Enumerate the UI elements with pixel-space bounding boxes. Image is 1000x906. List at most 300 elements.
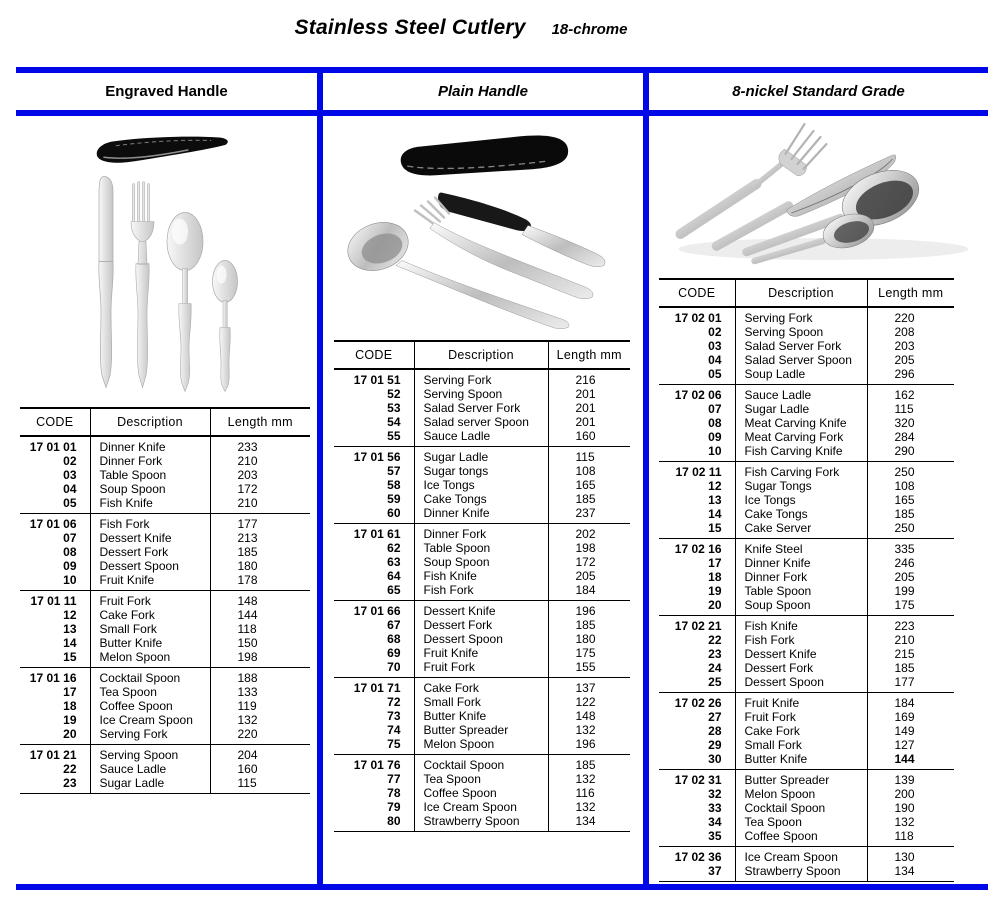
table-row [20,776,310,793]
description-cell: Soup Ladle [735,367,867,384]
description-cell: Strawberry Spoon [414,814,548,831]
description-cell: Serving Spoon [414,387,548,401]
code-cell: 32 [659,787,735,801]
table-row [659,556,954,570]
length-cell: 132 [575,771,596,786]
length-cell: 320 [894,415,915,430]
code-cell: 58 [334,478,414,492]
code-cell: 05 [20,496,90,513]
code-cell: 24 [659,661,735,675]
cutlery-table-engraved [20,407,310,794]
length-cell: 184 [894,695,915,710]
table-row [20,591,310,608]
description-cell: Melon Spoon [735,787,867,801]
plain-handle-detail-icon [395,132,573,182]
table-row [659,847,954,864]
length-cell: 220 [237,727,258,742]
table-row [659,661,954,675]
cutlery-table-plain [334,340,630,832]
description-cell: Salad Server Spoon [735,353,867,367]
length-cell: 190 [894,801,915,815]
code-cell: 80 [334,814,414,831]
description-cell: Ice Cream Spoon [735,847,867,864]
length-cell: 139 [894,772,915,787]
description-cell: Ice Tongs [414,478,548,492]
length-cell: 202 [575,526,596,541]
length-cell: 177 [237,516,258,531]
description-cell: Butter Knife [735,752,867,769]
table-row [659,829,954,846]
plain-handle-detail-image [395,132,573,182]
table-row [334,678,630,695]
code-cell: 22 [20,762,90,776]
table-row [334,814,630,831]
code-cell: 78 [334,786,414,800]
table-row [659,570,954,584]
length-cell: 108 [894,478,915,493]
description-cell: Coffee Spoon [414,786,548,800]
code-cell: 70 [334,660,414,677]
code-cell: 03 [659,339,735,353]
length-cell: 160 [575,429,596,444]
description-cell: Melon Spoon [414,737,548,754]
description-cell: Fish Knife [90,496,210,513]
table-row [334,524,630,541]
engraved-cutlery-set-icon [85,170,250,398]
code-cell: 04 [659,353,735,367]
code-cell: 65 [334,583,414,600]
code-cell: 17 02 11 [659,462,735,479]
engraved-handle-detail-image [93,133,233,173]
description-cell: Sugar Tongs [735,479,867,493]
engraved-handle-detail-icon [93,133,233,173]
length-cell: 115 [575,449,595,464]
length-cell: 132 [575,800,596,815]
column-header-engraved: Engraved Handle [105,83,228,100]
table-row [659,752,954,769]
code-cell: 28 [659,724,735,738]
table-row [659,724,954,738]
description-cell: Salad Server Fork [414,401,548,415]
description-cell: Dinner Knife [414,506,548,523]
length-cell: 184 [575,583,596,598]
code-cell: 69 [334,646,414,660]
code-group [20,745,310,794]
length-cell: 172 [575,554,596,569]
length-cell: 188 [237,670,258,685]
table-row [659,353,954,367]
length-cell: 148 [237,593,258,608]
code-group [659,385,954,462]
table-row [659,507,954,521]
table-row [659,539,954,556]
description-cell: Fruit Fork [90,591,210,608]
length-cell: 210 [237,496,258,511]
code-cell: 18 [20,699,90,713]
code-cell: 33 [659,801,735,815]
description-cell: Cocktail Spoon [414,755,548,772]
length-cell: 185 [575,492,596,507]
column-divider-2 [643,67,649,890]
code-cell: 17 01 71 [334,678,414,695]
length-cell: 216 [575,372,596,387]
code-cell: 37 [659,864,735,881]
description-cell: Meat Carving Knife [735,416,867,430]
length-cell: 175 [894,598,915,613]
table-row [659,710,954,724]
description-cell: Ice Cream Spoon [414,800,548,814]
table-row [659,493,954,507]
code-cell: 75 [334,737,414,754]
table-row [20,622,310,636]
description-cell: Dessert Knife [414,601,548,618]
length-cell: 132 [894,815,915,830]
length-cell: 250 [894,521,915,536]
code-cell: 13 [20,622,90,636]
description-cell: Small Fork [90,622,210,636]
table-row [20,699,310,713]
length-cell: 213 [237,530,258,545]
length-cell: 144 [237,607,258,622]
description-cell: Dessert Fork [90,545,210,559]
length-cell: 185 [237,544,258,559]
description-cell: Coffee Spoon [735,829,867,846]
description-cell: Fish Knife [735,616,867,633]
length-cell: 215 [894,646,915,661]
length-cell: 162 [894,387,915,402]
length-cell: 200 [894,786,915,801]
code-cell: 17 01 06 [20,514,90,531]
description-cell: Fish Fork [414,583,548,600]
table-row [659,738,954,752]
code-cell: 60 [334,506,414,523]
code-group [334,678,630,755]
table-row [659,693,954,710]
code-cell: 74 [334,723,414,737]
description-cell: Small Fork [735,738,867,752]
code-cell: 20 [659,598,735,615]
code-column-header: CODE [659,279,735,307]
code-group [334,601,630,678]
plain-cutlery-set-icon [338,180,628,336]
code-cell: 02 [20,454,90,468]
table-row [334,506,630,523]
length-cell: 178 [237,573,258,588]
code-cell: 08 [20,545,90,559]
description-cell: Table Spoon [735,584,867,598]
code-cell: 05 [659,367,735,384]
description-cell: Tea Spoon [414,772,548,786]
length-cell: 175 [575,646,596,661]
length-column-header: Length mm [210,408,310,436]
description-cell: Dessert Fork [414,618,548,632]
length-cell: 150 [237,636,258,651]
table-header-row [20,408,310,436]
cutlery-table-standard [659,278,954,882]
table-row [334,723,630,737]
code-group [334,369,630,447]
length-cell: 205 [894,569,915,584]
table-row [20,608,310,622]
code-cell: 17 01 21 [20,745,90,762]
table-row [659,325,954,339]
code-cell: 17 [659,556,735,570]
length-cell: 185 [894,507,915,522]
code-cell: 23 [20,776,90,793]
length-cell: 134 [894,863,915,878]
header-bottom-rule [16,110,988,116]
length-cell: 290 [894,444,915,459]
table-row [334,569,630,583]
code-group [20,668,310,745]
code-group [20,514,310,591]
length-cell: 127 [894,738,915,753]
code-cell: 09 [20,559,90,573]
table-row [20,713,310,727]
code-cell: 27 [659,710,735,724]
table-row [334,415,630,429]
table-row [334,800,630,814]
description-cell: Serving Spoon [90,745,210,762]
code-cell: 17 01 76 [334,755,414,772]
length-cell: 180 [237,559,258,574]
table-row [20,650,310,667]
table-row [659,598,954,615]
length-cell: 133 [237,684,258,699]
code-cell: 30 [659,752,735,769]
description-cell: Small Fork [414,695,548,709]
table-row [659,367,954,384]
description-cell: Salad server Spoon [414,415,548,429]
table-row [20,482,310,496]
table-row [334,772,630,786]
table-row [659,864,954,881]
table-row [659,307,954,325]
code-cell: 29 [659,738,735,752]
code-group [20,436,310,514]
length-cell: 198 [575,540,596,555]
description-cell: Ice Cream Spoon [90,713,210,727]
description-cell: Butter Knife [414,709,548,723]
table-row [334,478,630,492]
length-cell: 119 [237,698,257,713]
code-cell: 18 [659,570,735,584]
code-cell: 10 [659,444,735,461]
code-group [334,524,630,601]
description-cell: Ice Tongs [735,493,867,507]
code-cell: 17 01 11 [20,591,90,608]
table-row [659,479,954,493]
length-cell: 223 [894,618,915,633]
length-cell: 237 [575,506,596,521]
description-cell: Coffee Spoon [90,699,210,713]
code-cell: 17 02 26 [659,693,735,710]
description-cell: Fish Fork [90,514,210,531]
code-cell: 35 [659,829,735,846]
description-cell: Dinner Knife [90,436,210,454]
length-cell: 210 [894,632,915,647]
code-cell: 14 [20,636,90,650]
description-cell: Fish Knife [414,569,548,583]
engraved-cutlery-set-image [85,170,250,398]
length-cell: 296 [894,367,915,382]
description-cell: Sugar Ladle [414,447,548,464]
table-row [659,584,954,598]
table-row [334,541,630,555]
length-cell: 205 [894,353,915,368]
code-cell: 02 [659,325,735,339]
length-cell: 220 [894,310,915,325]
table-row [20,573,310,590]
table-row [659,633,954,647]
table-row [334,429,630,446]
table-row [334,632,630,646]
table-row [659,787,954,801]
length-cell: 132 [575,723,596,738]
description-cell: Butter Knife [90,636,210,650]
description-cell: Sugar Ladle [735,402,867,416]
table-row [20,454,310,468]
table-row [334,755,630,772]
code-cell: 67 [334,618,414,632]
description-cell: Dessert Fork [735,661,867,675]
length-cell: 185 [575,757,596,772]
description-cell: Fish Carving Fork [735,462,867,479]
description-cell: Fruit Fork [735,710,867,724]
description-cell: Table Spoon [414,541,548,555]
code-cell: 17 02 01 [659,307,735,325]
length-cell: 177 [894,675,915,690]
page-title: Stainless Steel Cutlery [294,16,526,39]
description-cell: Dessert Spoon [735,675,867,692]
code-cell: 17 01 61 [334,524,414,541]
length-cell: 108 [575,463,596,478]
table-row [334,646,630,660]
length-cell: 149 [894,723,915,738]
column-divider-1 [317,67,323,890]
description-cell: Soup Spoon [90,482,210,496]
code-cell: 79 [334,800,414,814]
length-cell: 137 [575,680,596,695]
table-row [20,668,310,685]
description-cell: Cake Fork [735,724,867,738]
table-row [334,583,630,600]
length-cell: 144 [894,752,915,767]
length-cell: 185 [894,661,915,676]
code-cell: 15 [659,521,735,538]
table-row [659,801,954,815]
description-cell: Salad Server Fork [735,339,867,353]
table-row [334,555,630,569]
description-cell: Dinner Fork [414,524,548,541]
length-cell: 250 [894,464,915,479]
code-cell: 17 [20,685,90,699]
description-cell: Dessert Knife [735,647,867,661]
table-row [20,685,310,699]
table-row [334,618,630,632]
code-group [659,616,954,693]
length-cell: 148 [575,708,596,723]
code-cell: 62 [334,541,414,555]
table-row [659,339,954,353]
description-cell: Cake Fork [90,608,210,622]
code-cell: 07 [20,531,90,545]
code-group [659,539,954,616]
description-cell: Fish Fork [735,633,867,647]
table-row [659,430,954,444]
code-cell: 17 02 36 [659,847,735,864]
table-row [659,462,954,479]
length-cell: 196 [575,737,596,752]
table-header-row [334,341,630,369]
code-cell: 13 [659,493,735,507]
description-cell: Serving Spoon [735,325,867,339]
code-cell: 59 [334,492,414,506]
code-cell: 17 01 01 [20,436,90,454]
length-cell: 203 [237,467,258,482]
length-cell: 246 [894,555,915,570]
length-cell: 208 [894,324,915,339]
code-cell: 23 [659,647,735,661]
description-cell: Cocktail Spoon [90,668,210,685]
length-cell: 122 [575,694,596,709]
table-row [334,387,630,401]
table-row [659,770,954,787]
code-cell: 68 [334,632,414,646]
description-cell: Dessert Spoon [414,632,548,646]
table-row [659,416,954,430]
table-header-row [659,279,954,307]
column-header-plain: Plain Handle [437,83,529,100]
description-column-header: Description [735,279,867,307]
description-cell: Dessert Spoon [90,559,210,573]
table-row [659,616,954,633]
description-cell: Dinner Fork [735,570,867,584]
description-cell: Fruit Knife [90,573,210,590]
length-cell: 210 [237,453,258,468]
table-row [20,762,310,776]
length-column-header: Length mm [867,279,954,307]
code-cell: 73 [334,709,414,723]
length-cell: 132 [237,713,258,728]
description-cell: Fruit Knife [735,693,867,710]
description-cell: Sugar Ladle [90,776,210,793]
page-bottom-rule [16,884,988,890]
code-cell: 12 [659,479,735,493]
table-row [334,369,630,387]
code-cell: 17 02 16 [659,539,735,556]
description-cell: Dessert Knife [90,531,210,545]
code-cell: 17 01 66 [334,601,414,618]
table-row [20,496,310,513]
length-cell: 284 [894,430,915,445]
length-cell: 199 [894,584,915,599]
description-cell: Serving Fork [90,727,210,744]
code-cell: 17 02 31 [659,770,735,787]
description-cell: Fish Carving Knife [735,444,867,461]
code-group [334,755,630,832]
description-cell: Dinner Fork [90,454,210,468]
code-cell: 53 [334,401,414,415]
length-cell: 201 [575,415,596,430]
length-column-header: Length mm [548,341,630,369]
code-cell: 17 01 56 [334,447,414,464]
description-cell: Cocktail Spoon [735,801,867,815]
description-cell: Cake Tongs [414,492,548,506]
code-cell: 09 [659,430,735,444]
code-cell: 72 [334,695,414,709]
description-cell: Serving Fork [735,307,867,325]
